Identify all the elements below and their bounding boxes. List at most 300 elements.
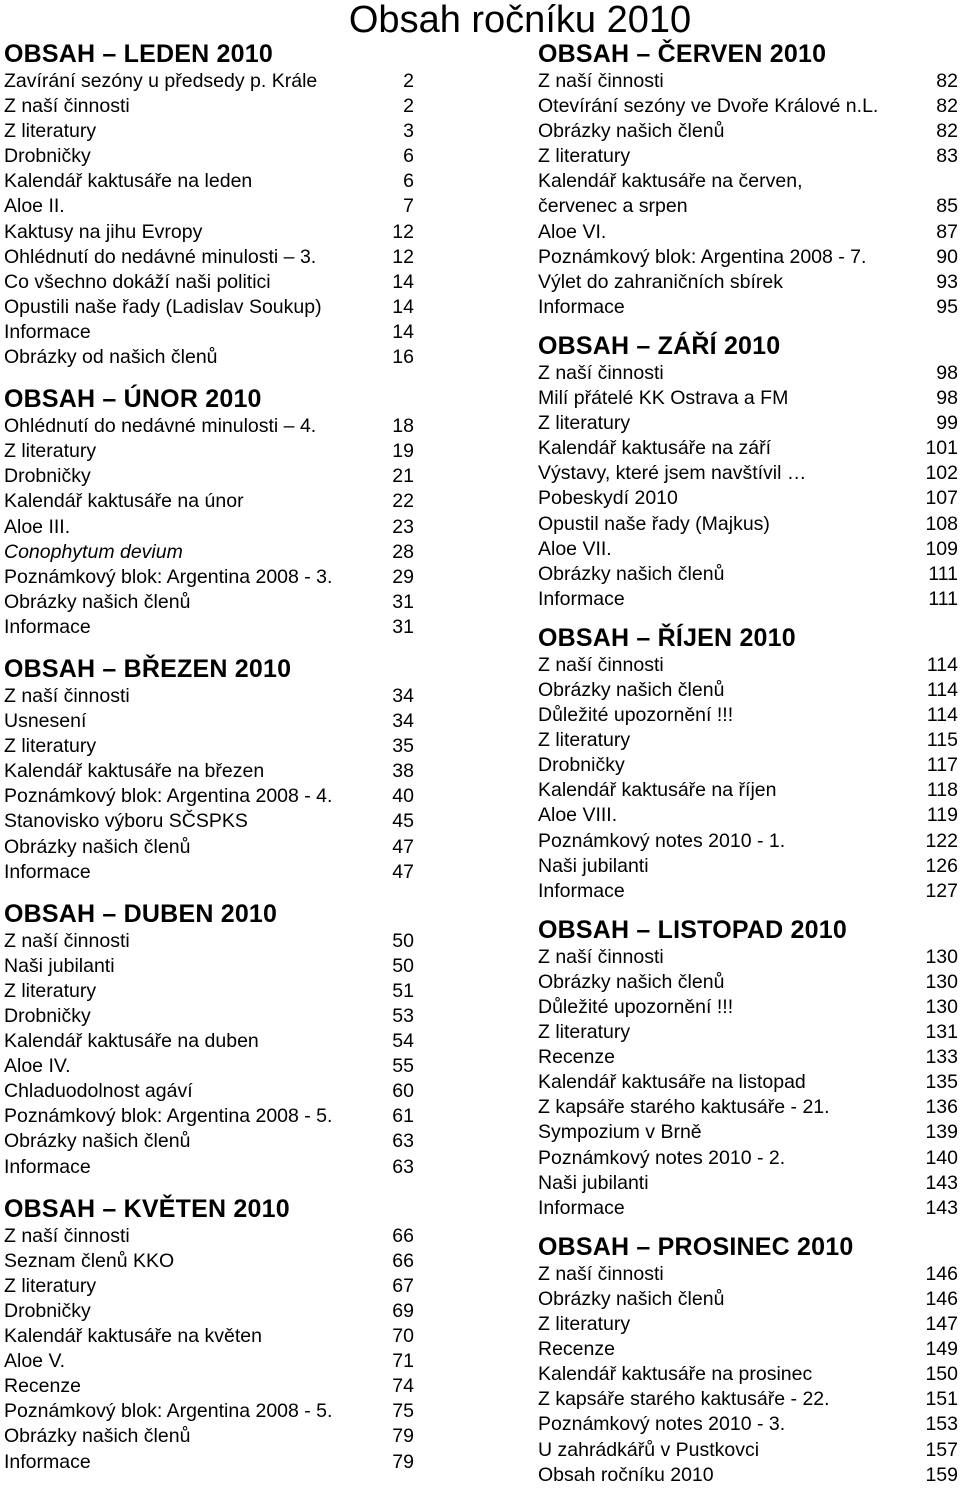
entry-page-number: 99: [936, 412, 958, 435]
toc-entry: [4, 1424, 414, 1449]
entry-page-number: 63: [392, 1155, 414, 1178]
toc-entry: [538, 1438, 958, 1463]
entry-title: Z literatury: [538, 729, 631, 752]
entry-title: Z literatury: [538, 1313, 631, 1336]
toc-entry: [4, 784, 414, 809]
entry-page-number: 151: [925, 1388, 958, 1411]
toc-entry: [538, 678, 958, 703]
entry-page-number: 82: [936, 70, 958, 92]
entry-page-number: 60: [392, 1080, 414, 1103]
entry-title: Obrázky našich členů: [4, 835, 191, 858]
toc-entry: [4, 515, 414, 540]
entry-title: Drobničky: [538, 754, 625, 777]
entry-page-number: 63: [392, 1130, 414, 1153]
toc-entry: [4, 295, 414, 320]
toc-entry: [4, 1324, 414, 1349]
entry-page-number: 101: [925, 437, 958, 460]
entry-title: Naši jubilanti: [538, 1171, 649, 1194]
toc-entry: [538, 194, 958, 219]
entry-page-number: 85: [936, 195, 958, 218]
entry-title: Conophytum devium: [4, 540, 183, 563]
entry-title: Pobeskydí 2010: [538, 487, 678, 510]
entry-page-number: 23: [392, 515, 414, 538]
entry-title: Kalendář kaktusáře na leden: [4, 170, 253, 193]
toc-entry: [4, 220, 414, 245]
toc-entry: [538, 945, 958, 970]
toc-entry: [538, 803, 958, 828]
toc-entry: [4, 464, 414, 489]
entry-title: Informace: [4, 1155, 91, 1178]
entry-title: červenec a srpen: [538, 195, 688, 218]
entry-page-number: 127: [925, 879, 958, 902]
entry-title: Recenze: [538, 1046, 615, 1069]
entry-title: Z naší činnosti: [4, 929, 130, 952]
entry-title: Aloe VI.: [538, 220, 607, 243]
toc-section: [538, 624, 958, 904]
section-heading: OBSAH – BŘEZEN 2010: [4, 654, 292, 683]
entry-page-number: 79: [392, 1425, 414, 1448]
entry-page-number: 139: [925, 1121, 958, 1144]
toc-entry: [4, 565, 414, 590]
entry-page-number: 69: [392, 1299, 414, 1322]
entry-title: Kalendář kaktusáře na září: [538, 437, 772, 460]
entry-page-number: 111: [928, 587, 958, 610]
entry-title: Recenze: [538, 1338, 615, 1361]
entry-title: Informace: [538, 295, 625, 318]
section-heading: OBSAH – ŘÍJEN 2010: [538, 623, 796, 652]
toc-entry: [4, 1274, 414, 1299]
entry-title: Usnesení: [4, 710, 87, 733]
entry-page-number: 14: [392, 320, 414, 343]
entry-title: Drobničky: [4, 465, 91, 488]
toc-entry: [4, 1399, 414, 1424]
toc-entry: [4, 809, 414, 834]
entry-page-number: 54: [392, 1030, 414, 1053]
section-heading: OBSAH – KVĚTEN 2010: [4, 1194, 290, 1223]
entry-title: Kalendář kaktusáře na červen,: [538, 170, 803, 193]
toc-section: [4, 900, 414, 1180]
entry-page-number: 159: [925, 1463, 958, 1486]
entry-page-number: 143: [925, 1196, 958, 1219]
toc-entry: [4, 540, 414, 565]
toc-entry: [538, 587, 958, 612]
toc-section: [4, 655, 414, 885]
entry-title: Drobničky: [4, 145, 91, 168]
toc-entry: [4, 734, 414, 759]
entry-page-number: 150: [925, 1363, 958, 1386]
entry-page-number: 114: [926, 678, 958, 701]
entry-title: Poznámkový notes 2010 - 1.: [538, 829, 786, 852]
section-heading: OBSAH – LEDEN 2010: [4, 40, 273, 68]
entry-title: Informace: [538, 879, 625, 902]
entry-page-number: 47: [392, 860, 414, 883]
entry-title: Obrázky našich členů: [538, 970, 725, 993]
toc-section: [4, 385, 414, 640]
entry-page-number: 47: [392, 835, 414, 858]
entry-page-number: 82: [936, 120, 958, 143]
entry-page-number: 131: [925, 1021, 958, 1044]
entry-page-number: 135: [925, 1071, 958, 1094]
toc-entry: [4, 590, 414, 615]
entry-title: Poznámkový notes 2010 - 3.: [538, 1413, 786, 1436]
entry-page-number: 114: [926, 704, 958, 727]
entry-page-number: 53: [392, 1005, 414, 1027]
toc-entry: [538, 486, 958, 511]
entry-page-number: 38: [392, 760, 414, 783]
entry-page-number: 21: [392, 465, 414, 488]
entry-title: Obrázky našich členů: [4, 590, 191, 613]
entry-title: Obrázky našich členů: [4, 1130, 191, 1153]
entry-title: Milí přátelé KK Ostrava a FM: [538, 387, 789, 410]
entry-page-number: 102: [925, 462, 958, 485]
entry-page-number: 31: [392, 615, 414, 638]
toc-entry: [538, 703, 958, 728]
entry-title: Kalendář kaktusáře na listopad: [538, 1071, 806, 1094]
entry-title: Z kapsáře starého kaktusáře - 21.: [538, 1096, 830, 1119]
section-heading: OBSAH – ZÁŘÍ 2010: [538, 331, 781, 360]
toc-entry: [538, 512, 958, 537]
toc-entry: [4, 835, 414, 860]
toc-entry: [4, 1374, 414, 1399]
page-title: Obsah ročníku 2010: [348, 0, 692, 41]
entry-title: Informace: [4, 615, 91, 638]
toc-entry: [4, 709, 414, 734]
toc-entry: [538, 1463, 958, 1488]
entry-title: Z naší činnosti: [538, 945, 664, 968]
entry-title: Z literatury: [4, 1274, 97, 1297]
entry-title: Drobničky: [4, 1299, 91, 1322]
entry-page-number: 147: [925, 1313, 958, 1336]
toc-entry: [4, 1155, 414, 1180]
entry-page-number: 79: [392, 1450, 414, 1473]
entry-page-number: 146: [925, 1262, 958, 1285]
entry-page-number: 119: [926, 804, 958, 827]
entry-title: Z kapsáře starého kaktusáře - 22.: [538, 1388, 830, 1411]
entry-title: Z naší činnosti: [538, 1262, 664, 1285]
entry-page-number: 83: [936, 145, 958, 168]
entry-title: Výlet do zahraničních sbírek: [538, 270, 783, 293]
entry-page-number: 149: [925, 1338, 958, 1361]
toc-entry: [4, 1224, 414, 1249]
toc-section: [538, 40, 958, 320]
toc-entry: [4, 1004, 414, 1029]
entry-page-number: 90: [936, 245, 958, 268]
entry-page-number: 143: [925, 1171, 958, 1194]
toc-entry: [538, 995, 958, 1020]
toc-entry: [4, 1129, 414, 1154]
entry-page-number: 40: [392, 785, 414, 808]
entry-page-number: 98: [936, 361, 958, 384]
entry-page-number: 34: [392, 710, 414, 733]
toc-entry: [538, 1312, 958, 1337]
entry-page-number: 136: [925, 1096, 958, 1119]
toc-entry: [4, 1450, 414, 1475]
toc-entry: [4, 345, 414, 370]
entry-title: Informace: [538, 587, 625, 610]
entry-page-number: 157: [925, 1438, 958, 1461]
entry-title: Z literatury: [4, 979, 97, 1002]
toc-entry: [538, 1045, 958, 1070]
toc-entry: [538, 1120, 958, 1145]
entry-page-number: 108: [925, 512, 958, 535]
entry-title: Kalendář kaktusáře na březen: [4, 760, 265, 783]
entry-page-number: 3: [403, 120, 414, 143]
toc-entry: [4, 1349, 414, 1374]
entry-page-number: 146: [925, 1287, 958, 1310]
entry-title: Obrázky našich členů: [538, 1287, 725, 1310]
toc-section: [4, 1195, 414, 1475]
entry-title: Z naší činnosti: [538, 70, 664, 92]
entry-page-number: 130: [925, 970, 958, 993]
entry-page-number: 87: [936, 220, 958, 243]
section-heading: OBSAH – DUBEN 2010: [4, 899, 278, 928]
entry-page-number: 70: [392, 1325, 414, 1348]
toc-entry: [538, 829, 958, 854]
entry-page-number: 66: [392, 1224, 414, 1247]
entry-title: Obrázky našich členů: [4, 1425, 191, 1448]
entry-title: Z naší činnosti: [4, 95, 130, 118]
entry-title: Obrázky našich členů: [538, 120, 725, 143]
entry-page-number: 31: [392, 590, 414, 613]
entry-title: Stanovisko výboru SČSPKS: [4, 810, 248, 833]
entry-page-number: 45: [392, 810, 414, 833]
toc-entry: [4, 69, 414, 94]
toc-entry: [4, 929, 414, 954]
toc-entry: [538, 295, 958, 320]
entry-title: Kalendář kaktusáře na duben: [4, 1030, 259, 1053]
toc-entry: [4, 1054, 414, 1079]
toc-entry: [538, 119, 958, 144]
toc-entry: [538, 854, 958, 879]
entry-title: Z naší činnosti: [538, 653, 664, 676]
toc-entry: [4, 684, 414, 709]
entry-title: Důležité upozornění !!!: [538, 996, 734, 1018]
entry-title: Výstavy, které jsem navštívil …: [538, 462, 807, 485]
toc-entry: [4, 1249, 414, 1274]
toc-entry: [538, 69, 958, 94]
entry-title: Informace: [4, 860, 91, 883]
toc-section: [538, 1233, 958, 1488]
entry-title: Aloe II.: [4, 195, 65, 218]
entry-page-number: 71: [392, 1350, 414, 1373]
entry-title: Aloe IV.: [4, 1055, 71, 1078]
toc-entry: [4, 169, 414, 194]
toc-entry: [538, 778, 958, 803]
entry-page-number: 2: [403, 70, 414, 92]
toc-entry: [538, 1095, 958, 1120]
entry-page-number: 74: [392, 1375, 414, 1398]
toc-entry: [538, 169, 958, 194]
entry-page-number: 126: [925, 854, 958, 877]
entry-title: Z naší činnosti: [538, 361, 664, 384]
toc-entry: [538, 1146, 958, 1171]
entry-title: Seznam členů KKO: [4, 1249, 175, 1272]
toc-entry: [4, 759, 414, 784]
entry-title: Aloe III.: [4, 515, 71, 538]
toc-entry: [4, 615, 414, 640]
entry-page-number: 82: [936, 95, 958, 118]
entry-title: Chladuodolnost agáví: [4, 1080, 193, 1103]
section-heading: OBSAH – ÚNOR 2010: [4, 385, 262, 414]
toc-entry: [4, 194, 414, 219]
entry-page-number: 153: [925, 1413, 958, 1436]
toc-entry: [538, 94, 958, 119]
left-column: [4, 40, 414, 1490]
toc-entry: [4, 1299, 414, 1324]
entry-title: Opustil naše řady (Majkus): [538, 512, 770, 535]
entry-title: Sympozium v Brně: [538, 1121, 702, 1144]
entry-page-number: 22: [392, 490, 414, 513]
toc-entry: [538, 461, 958, 486]
toc-entry: [538, 386, 958, 411]
toc-entry: [538, 361, 958, 386]
entry-title: Poznámkový blok: Argentina 2008 - 5.: [4, 1400, 333, 1423]
entry-page-number: 12: [392, 220, 414, 243]
entry-page-number: 95: [936, 295, 958, 318]
entry-page-number: 34: [392, 684, 414, 707]
entry-page-number: 35: [392, 735, 414, 758]
entry-title: Z literatury: [538, 412, 631, 435]
entry-title: Co všechno dokáží naši politici: [4, 270, 271, 293]
entry-title: Z literatury: [538, 145, 631, 168]
toc-entry: [538, 1337, 958, 1362]
entry-title: Drobničky: [4, 1005, 91, 1027]
entry-title: Obrázky od našich členů: [4, 346, 218, 369]
entry-title: Z literatury: [4, 440, 97, 463]
toc-entry: [538, 144, 958, 169]
entry-title: Z naší činnosti: [4, 1224, 130, 1247]
entry-title: Obrázky našich členů: [538, 678, 725, 701]
entry-page-number: 117: [926, 754, 958, 777]
toc-entry: [538, 220, 958, 245]
entry-page-number: 28: [392, 540, 414, 563]
toc-entry: [538, 753, 958, 778]
entry-title: Důležité upozornění !!!: [538, 704, 734, 727]
toc-entry: [4, 144, 414, 169]
toc-entry: [538, 653, 958, 678]
toc-entry: [538, 562, 958, 587]
toc-section: [538, 332, 958, 612]
entry-title: Aloe VII.: [538, 537, 612, 560]
entry-page-number: 66: [392, 1249, 414, 1272]
section-heading: OBSAH – ČERVEN 2010: [538, 40, 827, 68]
entry-page-number: 122: [925, 829, 958, 852]
entry-title: Z naší činnosti: [4, 684, 130, 707]
toc-entry: [538, 728, 958, 753]
entry-title: Obsah ročníku 2010: [538, 1463, 714, 1486]
toc-entry: [4, 489, 414, 514]
toc-entry: [538, 1412, 958, 1437]
toc-entry: [4, 320, 414, 345]
toc-entry: [538, 1070, 958, 1095]
entry-page-number: 50: [392, 954, 414, 977]
entry-page-number: 130: [925, 996, 958, 1018]
entry-page-number: 140: [925, 1146, 958, 1169]
toc-entry: [538, 436, 958, 461]
toc-entry: [538, 245, 958, 270]
entry-page-number: 107: [925, 487, 958, 510]
entry-title: Informace: [4, 320, 91, 343]
entry-title: Obrázky našich členů: [538, 562, 725, 585]
entry-title: Aloe VIII.: [538, 804, 618, 827]
entry-title: Informace: [4, 1450, 91, 1473]
entry-page-number: 18: [392, 415, 414, 438]
entry-title: Recenze: [4, 1375, 81, 1398]
toc-entry: [538, 970, 958, 995]
toc-entry: [538, 1287, 958, 1312]
entry-page-number: 61: [392, 1105, 414, 1128]
toc-entry: [4, 860, 414, 885]
entry-title: Naši jubilanti: [538, 854, 649, 877]
entry-page-number: 130: [925, 945, 958, 968]
entry-page-number: 6: [403, 170, 414, 193]
entry-page-number: 6: [403, 145, 414, 168]
toc-entry: [4, 439, 414, 464]
entry-title: Z literatury: [4, 120, 97, 143]
entry-title: Kaktusy na jihu Evropy: [4, 220, 203, 243]
entry-page-number: 114: [926, 653, 958, 676]
entry-page-number: 12: [392, 245, 414, 268]
entry-page-number: 109: [925, 537, 958, 560]
entry-title: Kalendář kaktusáře na květen: [4, 1325, 262, 1348]
toc-entry: [4, 270, 414, 295]
toc-entry: [538, 1262, 958, 1287]
entry-title: U zahrádkářů v Pustkovci: [538, 1438, 760, 1461]
toc-entry: [538, 1020, 958, 1045]
toc-entry: [4, 1104, 414, 1129]
entry-page-number: 67: [392, 1274, 414, 1297]
toc-entry: [4, 119, 414, 144]
entry-title: Opustili naše řady (Ladislav Soukup): [4, 295, 322, 318]
entry-page-number: 55: [392, 1055, 414, 1078]
entry-title: Poznámkový blok: Argentina 2008 - 4.: [4, 785, 333, 808]
toc-entry: [538, 537, 958, 562]
section-heading: OBSAH – PROSINEC 2010: [538, 1232, 854, 1261]
entry-page-number: 2: [403, 95, 414, 118]
entry-page-number: 118: [926, 779, 958, 802]
entry-page-number: 115: [926, 729, 958, 752]
entry-title: Z literatury: [4, 735, 97, 758]
toc-entry: [4, 954, 414, 979]
toc-entry: [538, 1196, 958, 1221]
entry-title: Ohlédnutí do nedávné minulosti – 4.: [4, 415, 317, 438]
toc-entry: [538, 411, 958, 436]
entry-page-number: 111: [928, 562, 958, 585]
entry-page-number: 19: [392, 440, 414, 463]
toc-entry: [538, 1362, 958, 1387]
toc-entry: [4, 1029, 414, 1054]
toc-entry: [4, 1079, 414, 1104]
entry-title: Aloe V.: [4, 1350, 66, 1373]
toc-entry: [538, 879, 958, 904]
toc-section: [538, 916, 958, 1221]
entry-page-number: 14: [392, 270, 414, 293]
entry-title: Naši jubilanti: [4, 954, 115, 977]
right-column: [538, 40, 958, 1500]
entry-title: Kalendář kaktusáře na říjen: [538, 779, 777, 802]
entry-title: Otevírání sezóny ve Dvoře Králové n.L.: [538, 95, 879, 118]
entry-page-number: 14: [392, 295, 414, 318]
entry-page-number: 16: [392, 346, 414, 369]
entry-title: Poznámkový blok: Argentina 2008 - 5.: [4, 1105, 333, 1128]
entry-title: Ohlédnutí do nedávné minulosti – 3.: [4, 245, 317, 268]
entry-page-number: 133: [925, 1046, 958, 1069]
toc-entry: [538, 1387, 958, 1412]
toc-section: [4, 40, 414, 370]
entry-title: Kalendář kaktusáře na únor: [4, 490, 244, 513]
toc-entry: [4, 245, 414, 270]
entry-page-number: 75: [392, 1400, 414, 1423]
